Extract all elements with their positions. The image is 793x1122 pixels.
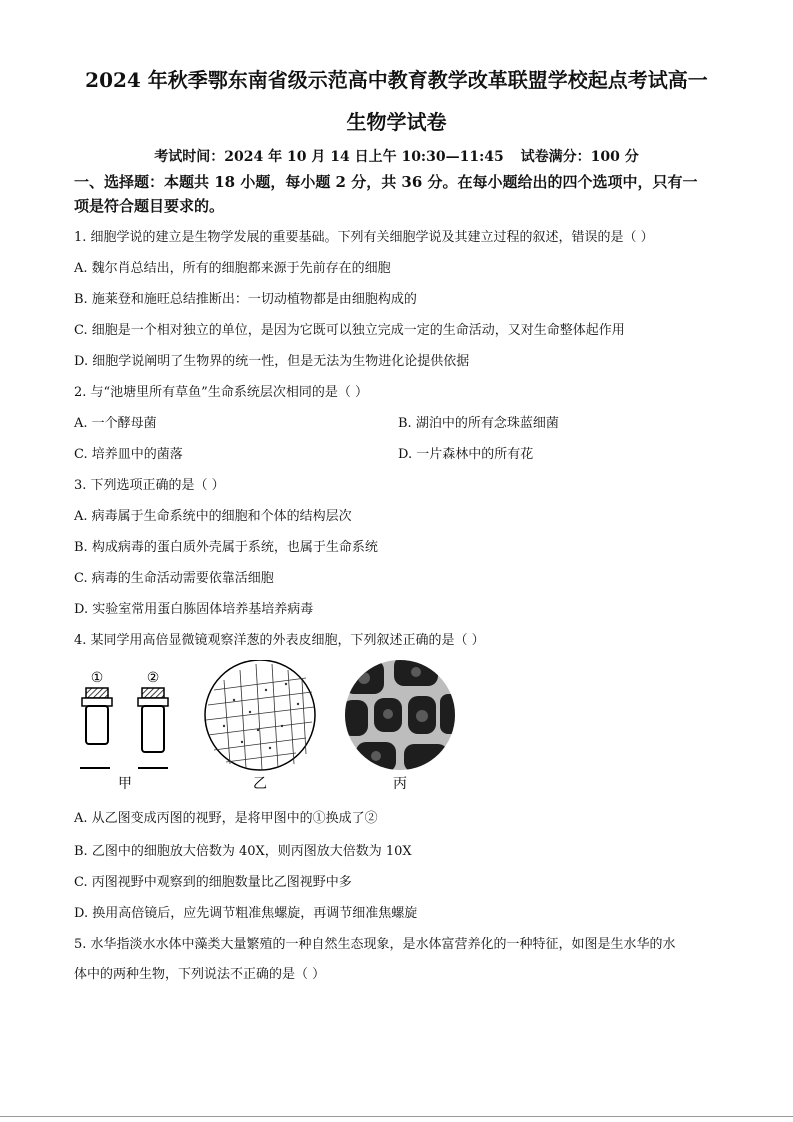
- question-1-option-c: C. 细胞是一个相对独立的单位，是因为它既可以独立完成一定的生命活动，又对生命整体起作用: [74, 323, 625, 338]
- caption-bing: 丙: [393, 776, 407, 790]
- section-heading: [74, 170, 724, 218]
- caption-yi: 乙: [253, 776, 267, 790]
- lens-label-1: ①: [90, 670, 104, 686]
- question-1-option-a: A. 魏尔肖总结出，所有的细胞都来源于先前存在的细胞: [74, 261, 391, 276]
- exam-title-line2: 生物学试卷: [346, 110, 447, 134]
- question-4-figure: [74, 660, 474, 790]
- microscope-figure-svg: [74, 660, 474, 790]
- caption-jia: 甲: [118, 776, 132, 790]
- question-5-stem-line1: 5. 水华指淡水水体中藻类大量繁殖的一种自然生态现象，是水体富营养化的一种特征，如图是生水华的水: [74, 937, 676, 952]
- high-power-view: [342, 660, 460, 772]
- question-1-option-d: D. 细胞学说阐明了生物界的统一性，但是无法为生物进化论提供依据: [74, 354, 470, 369]
- question-1-stem: 1. 细胞学说的建立是生物学发展的重要基础。下列有关细胞学说及其建立过程的叙述，错误的是（ ）: [74, 230, 654, 245]
- page-bottom-rule: [0, 1116, 793, 1117]
- section-heading-line1: 一、选择题：本题共 18 小题，每小题 2 分，共 36 分。在每小题给出的四个选项中，只有一: [74, 173, 698, 191]
- question-4-stem: 4. 某同学用高倍显微镜观察洋葱的外表皮细胞，下列叙述正确的是（ ）: [74, 633, 485, 648]
- question-2-stem: 2. 与“池塘里所有草鱼”生命系统层次相同的是（ ）: [74, 385, 368, 400]
- question-4-option-d: D. 换用高倍镜后，应先调节粗准焦螺旋，再调节细准焦螺旋: [74, 906, 418, 921]
- question-2-option-b: B. 湖泊中的所有念珠蓝细菌: [398, 416, 559, 431]
- question-2-option-c: C. 培养皿中的菌落: [74, 447, 183, 462]
- question-3-option-a: A. 病毒属于生命系统中的细胞和个体的结构层次: [74, 509, 352, 524]
- question-3-option-d: D. 实验室常用蛋白胨固体培养基培养病毒: [74, 602, 314, 617]
- question-3-option-c: C. 病毒的生命活动需要依靠活细胞: [74, 571, 274, 586]
- lens-label-2: ②: [146, 670, 160, 686]
- objective-lens-1-icon: [82, 688, 112, 744]
- full-score: 试卷满分：100 分: [520, 149, 639, 165]
- low-power-view: [205, 660, 315, 770]
- exam-title-line1: 2024 年秋季鄂东南省级示范高中教育教学改革联盟学校起点考试高一: [85, 68, 708, 92]
- exam-meta: [0, 146, 793, 166]
- question-2-option-d: D. 一片森林中的所有花: [398, 447, 534, 462]
- question-2-option-a: A. 一个酵母菌: [74, 416, 157, 431]
- question-3-stem: 3. 下列选项正确的是（ ）: [74, 478, 225, 493]
- question-5-stem-line2: 体中的两种生物，下列说法不正确的是（ ）: [74, 967, 326, 982]
- objective-lens-2-icon: [138, 688, 168, 752]
- question-1-option-b: B. 施莱登和施旺总结推断出：一切动植物都是由细胞构成的: [74, 292, 417, 307]
- question-4-option-c: C. 丙图视野中观察到的细胞数量比乙图视野中多: [74, 875, 352, 890]
- question-4-option-a: A. 从乙图变成丙图的视野，是将甲图中的①换成了②: [74, 811, 378, 826]
- exam-time: 考试时间：2024 年 10 月 14 日上午 10:30—11:45: [154, 149, 504, 165]
- section-heading-line2: 项是符合题目要求的。: [74, 197, 225, 215]
- question-4-option-b: B. 乙图中的细胞放大倍数为 40X，则丙图放大倍数为 10X: [74, 844, 412, 859]
- question-3-option-b: B. 构成病毒的蛋白质外壳属于系统，也属于生命系统: [74, 540, 378, 555]
